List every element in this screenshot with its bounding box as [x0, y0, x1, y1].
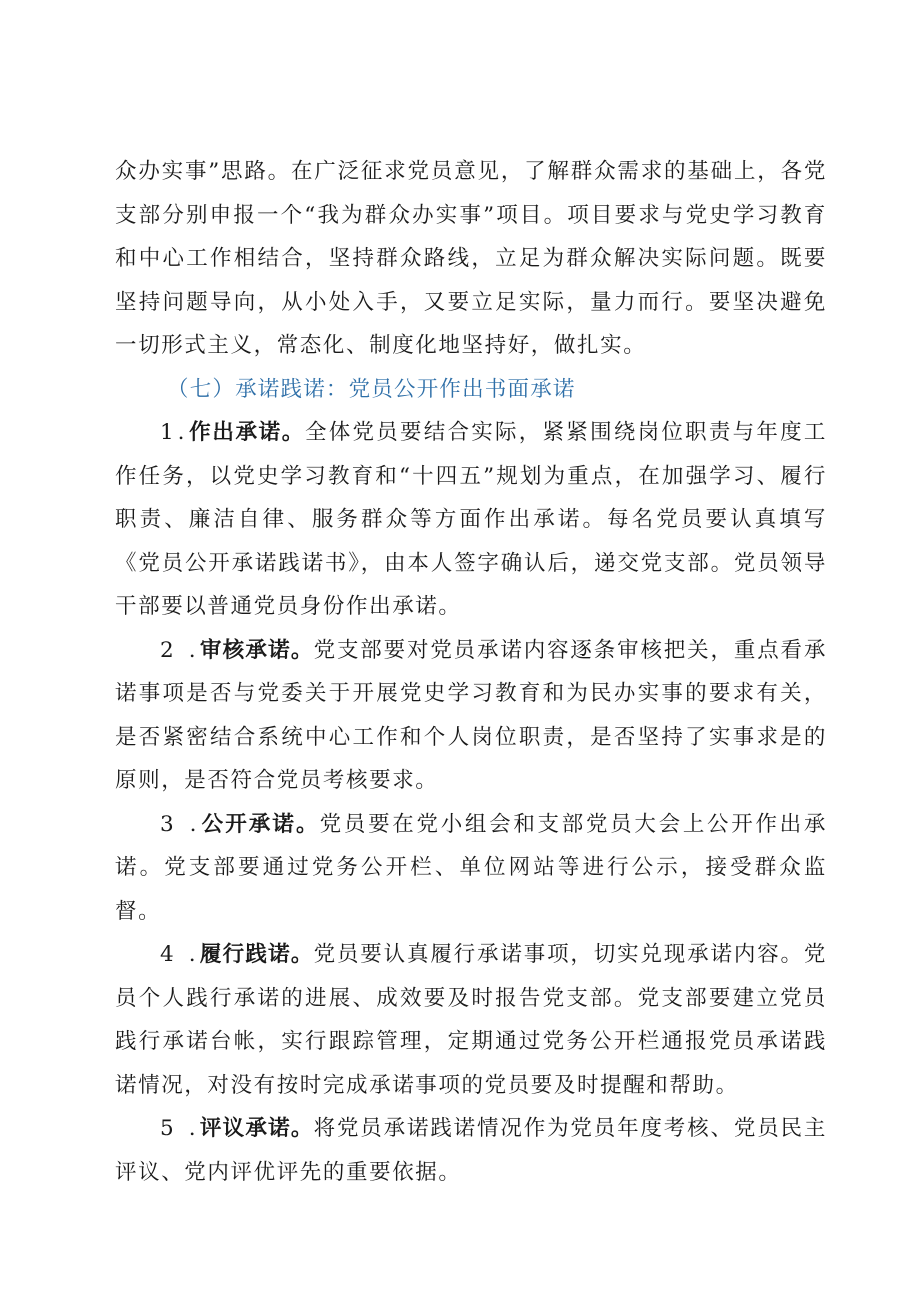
item-body: 党员要认真履行承诺事项，切实兑现承诺内容。党员个人践行承诺的进展、成效要及时报告党支部。党支部要建立党员践行承诺台帐，实行跟踪管理，定期通过党务公开栏通报党员承诺践诺情况，对没有按时完成承诺事项的党员要及时提醒和帮助。 — [115, 942, 827, 1098]
item-body: 党员要在党小组会和支部党员大会上公开作出承诺。党支部要通过党务公开栏、单位网站等进行公示，接受群众监督。 — [115, 811, 827, 924]
item-paragraph-2 — [115, 629, 827, 803]
item-number: 5 . — [160, 1116, 200, 1141]
item-body: 将党员承诺践诺情况作为党员年度考核、党员民主评议、党内评优评先的重要依据。 — [115, 1116, 827, 1185]
item-lead: 审核承诺。 — [199, 637, 314, 663]
item-paragraph-5 — [115, 1107, 827, 1194]
item-number: 3 . — [160, 811, 201, 837]
item-lead: 评议承诺。 — [199, 1116, 314, 1141]
item-body: 党支部要对党员承诺内容逐条审核把关，重点看承诺事项是否与党委关于开展党史学习教育和为民办实事的要求有关，是否紧密结合系统中心工作和个人岗位职责，是否坚持了实事求是的原则，是否符合党员考核要求。 — [115, 637, 827, 793]
item-paragraph-1 — [115, 411, 827, 629]
item-number: 2 . — [160, 637, 200, 663]
paragraph-intro: 众办实事”思路。在广泛征求党员意见，了解群众需求的基础上，各党支部分别申报一个“我为群众办实事”项目。项目要求与党史学习教育和中心工作相结合，坚持群众路线，立足为群众解决实际问题。既要坚持问题导向，从小处入手，又要立足实际，量力而行。要坚决避免一切形式主义，常态化、制度化地坚持好，做扎实。 — [115, 159, 827, 358]
section-heading: （七）承诺践诺：党员公开作出书面承诺 — [167, 376, 576, 402]
item-number: 4 . — [160, 942, 200, 967]
item-body: 全体党员要结合实际，紧紧围绕岗位职责与年度工作任务，以党史学习教育和“十四五”规划为重点，在加强学习、履行职责、廉洁自律、服务群众等方面作出承诺。每名党员要认真填写《党员公开承诺践诺书》，由本人签字确认后，递交党支部。党员领导干部要以普通党员身份作出承诺。 — [115, 420, 827, 619]
item-paragraph-3 — [115, 803, 827, 934]
item-lead: 作出承诺。 — [188, 420, 305, 445]
item-lead: 公开承诺。 — [200, 811, 320, 837]
item-number: 1. — [160, 420, 189, 445]
item-lead: 履行践诺。 — [199, 942, 314, 967]
document-page — [115, 150, 827, 1194]
item-paragraph-4 — [115, 933, 827, 1107]
